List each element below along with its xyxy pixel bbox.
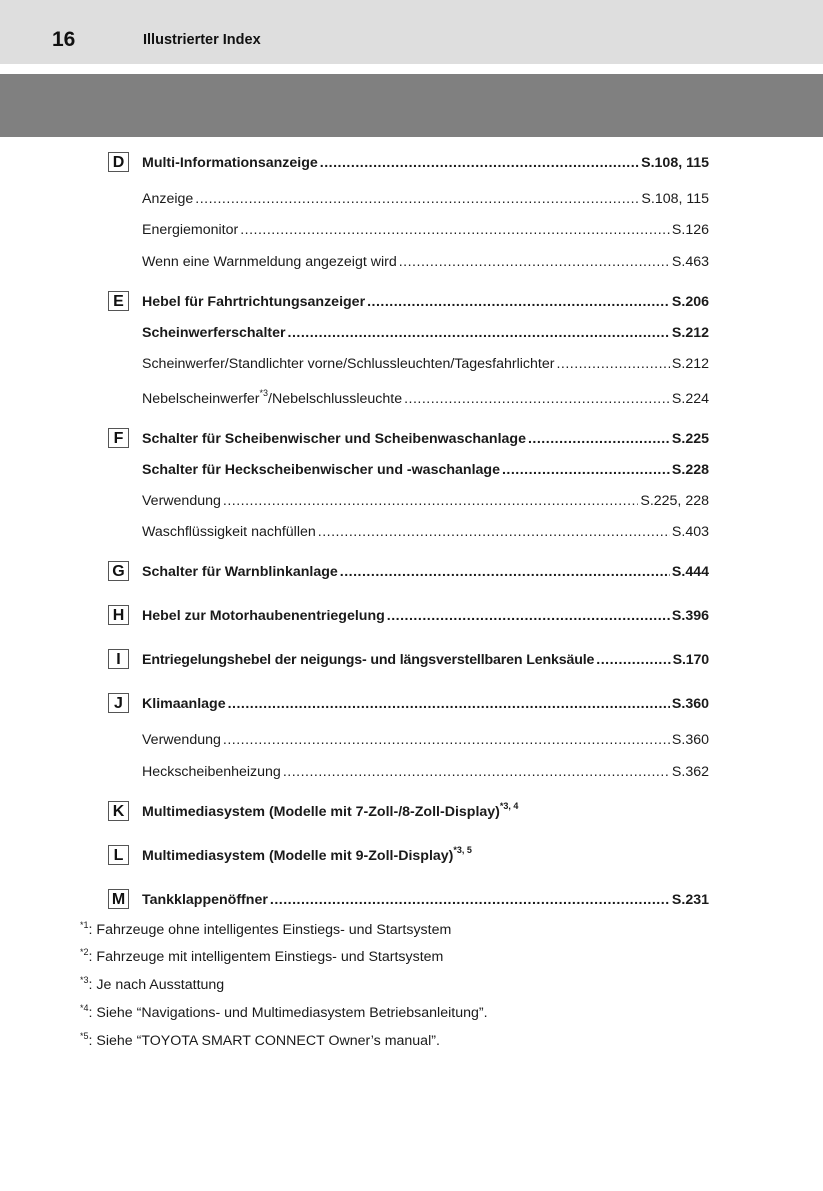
- index-entry[interactable]: Multimediasystem (Modelle mit 9-Zoll-Display)$^{*3, 5}$: [142, 845, 472, 864]
- page-ref: S.206: [671, 294, 709, 310]
- footnote: $^{*3}$: Je nach Ausstattung: [80, 975, 225, 993]
- letter-badge-h: H: [108, 605, 129, 625]
- page-ref: S.126: [671, 222, 709, 238]
- letter-badge-g: G: [108, 561, 129, 581]
- letter-badge-j: J: [108, 693, 129, 713]
- banner-bar: [0, 74, 823, 137]
- index-entry[interactable]: Tankklappenöffner ..... S.231: [142, 889, 709, 909]
- letter-badge-l: L: [108, 845, 129, 865]
- index-entry[interactable]: Anzeige ..... S.108, 115: [142, 188, 709, 208]
- footnote: $^{*1}$: Fahrzeuge ohne intelligentes Einstiegs- und Startsystem: [80, 920, 452, 938]
- letter-badge-d: D: [108, 152, 129, 172]
- page-ref: S.225: [671, 431, 709, 447]
- index-entry[interactable]: Schalter für Scheibenwischer und Scheibenwaschanlage ..... S.225: [142, 428, 709, 448]
- page-ref: S.170: [672, 652, 709, 668]
- page-ref: S.463: [671, 254, 709, 270]
- page-number: 16: [52, 28, 76, 51]
- page-ref: S.396: [671, 608, 709, 624]
- index-entry[interactable]: Heckscheibenheizung ..... S.362: [142, 761, 709, 781]
- index-entry[interactable]: Waschflüssigkeit nachfüllen ..... S.403: [142, 521, 709, 541]
- footnote-mark: *3: [259, 388, 269, 398]
- page-ref: S.403: [671, 524, 709, 540]
- letter-badge-m: M: [108, 889, 129, 909]
- index-entry[interactable]: Verwendung ..... S.360: [142, 729, 709, 749]
- page-ref: S.108, 115: [641, 191, 709, 207]
- index-entry[interactable]: Multimediasystem (Modelle mit 7-Zoll-/8-Zoll-Display)$^{*3, 4}$: [142, 801, 519, 820]
- footnote: $^{*2}$: Fahrzeuge mit intelligentem Einstiegs- und Startsystem: [80, 947, 444, 965]
- index-entry[interactable]: Energiemonitor ..... S.126: [142, 219, 709, 239]
- page-ref: S.362: [671, 764, 709, 780]
- index-entry[interactable]: Schalter für Warnblinkanlage ..... S.444: [142, 561, 709, 581]
- letter-badge-e: E: [108, 291, 129, 311]
- index-entry[interactable]: Entriegelungshebel der neigungs- und längsverstellbaren Lenksäule ..... S.170: [142, 649, 709, 669]
- index-entry[interactable]: Scheinwerfer/Standlichter vorne/Schlussleuchten/Tagesfahrlichter ..... S.212: [142, 353, 709, 373]
- index-entry[interactable]: Hebel für Fahrtrichtungsanzeiger ..... S.206: [142, 291, 709, 311]
- letter-badge-f: F: [108, 428, 129, 448]
- page-ref: S.212: [671, 325, 709, 341]
- page-ref: S.444: [671, 564, 709, 580]
- index-entry[interactable]: Nebelscheinwerfer$^{*3}$/Nebelschlussleuchte ..... S.224: [142, 388, 709, 408]
- index-entry[interactable]: Schalter für Heckscheibenwischer und -waschanlage ..... S.228: [142, 459, 709, 479]
- index-entry[interactable]: Scheinwerferschalter ..... S.212: [142, 322, 709, 342]
- section-title: Illustrierter Index: [143, 32, 261, 48]
- letter-badge-i: I: [108, 649, 129, 669]
- header-bar: [0, 0, 823, 64]
- index-entry[interactable]: Wenn eine Warnmeldung angezeigt wird ..... S.463: [142, 251, 709, 271]
- page-ref: S.212: [671, 356, 709, 372]
- footnote-mark: *3, 5: [453, 845, 472, 855]
- index-entry[interactable]: Verwendung ..... S.225, 228: [142, 490, 709, 510]
- page-ref: S.360: [671, 696, 709, 712]
- page-ref: S.360: [671, 732, 709, 748]
- index-entry[interactable]: Multi-Informationsanzeige ..... S.108, 115: [142, 152, 709, 172]
- page-ref: S.228: [671, 462, 709, 478]
- letter-badge-k: K: [108, 801, 129, 821]
- footnote: $^{*5}$: Siehe “TOYOTA SMART CONNECT Owner’s manual”.: [80, 1031, 440, 1049]
- index-entry[interactable]: Klimaanlage ..... S.360: [142, 693, 709, 713]
- index-entry[interactable]: Hebel zur Motorhaubenentriegelung ..... S.396: [142, 605, 709, 625]
- page-ref: S.108, 115: [641, 155, 709, 171]
- page-ref: S.224: [671, 391, 709, 407]
- page-ref: S.225, 228: [640, 493, 709, 509]
- footnote-mark: *3, 4: [499, 801, 519, 811]
- footnote: $^{*4}$: Siehe “Navigations- und Multimediasystem Betriebsanleitung”.: [80, 1003, 488, 1021]
- page-ref: S.231: [671, 892, 709, 908]
